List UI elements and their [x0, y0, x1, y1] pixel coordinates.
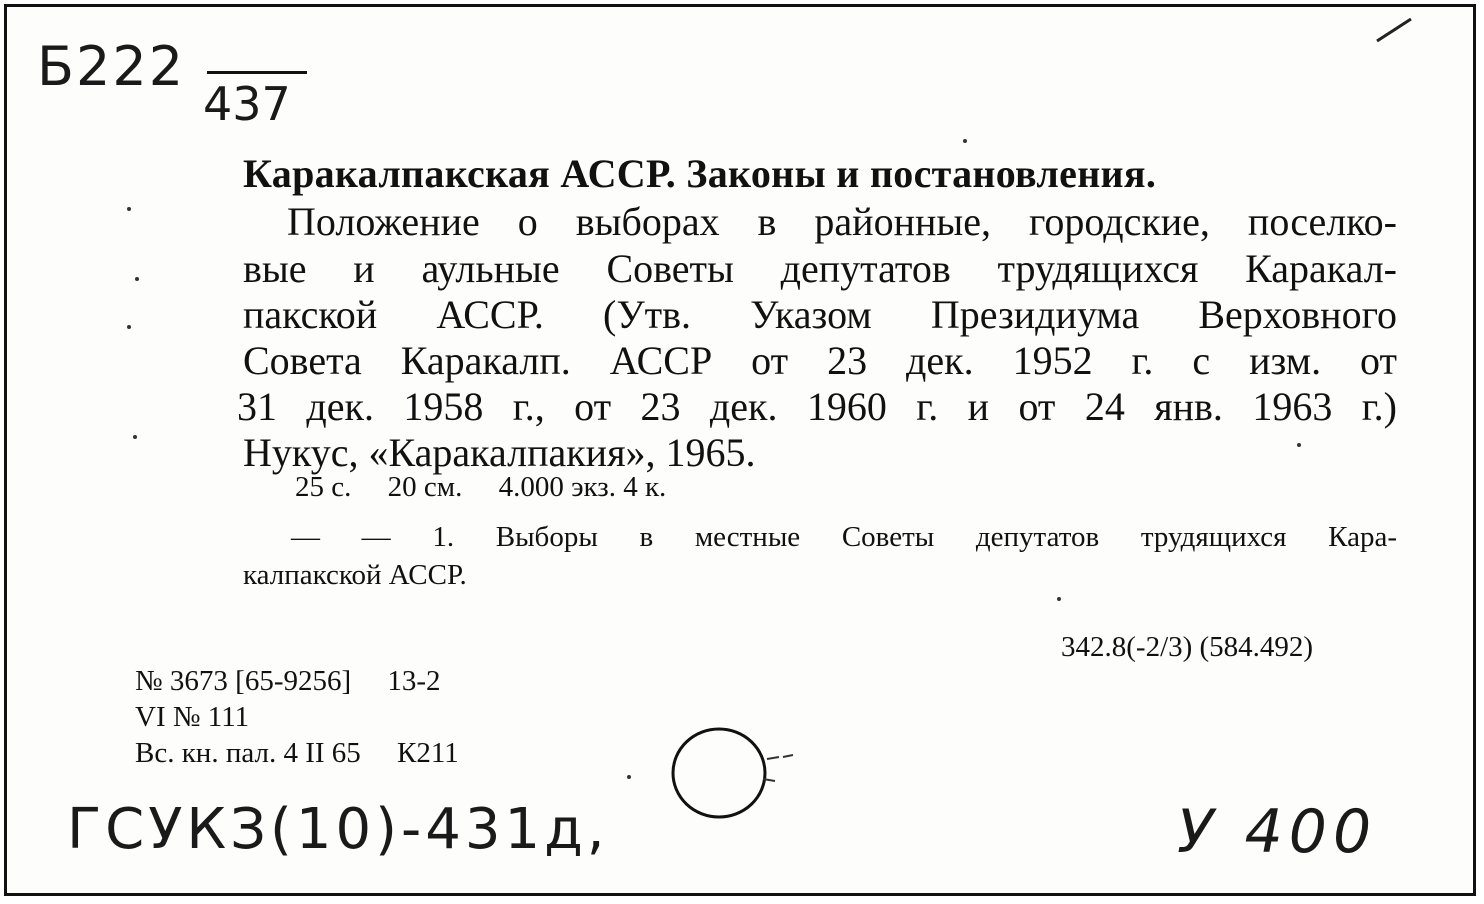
description-line-6: Нукус, «Каракалпакия», 1965.: [243, 430, 756, 475]
handwritten-note-right: У 400: [1177, 797, 1378, 867]
subject-line-2: калпакской АССР.: [243, 559, 467, 591]
scan-speck: [627, 775, 631, 779]
scan-speck: [133, 435, 137, 439]
handwritten-note-left: ГСУКЗ(10)-431д,: [67, 797, 609, 862]
record-chamber: Вс. кн. пал. 4 II 65 К211: [135, 737, 459, 769]
description-line-2: вые и аульные Советы депутатов трудящихся Каракал-: [243, 246, 1397, 291]
scan-speck: [1297, 443, 1301, 447]
catalog-card: [4, 4, 1476, 896]
card-heading: Каракалпакская АССР. Законы и постановления.: [243, 151, 1157, 196]
shelf-number: 437: [203, 77, 291, 131]
shelf-mark-rule: [207, 71, 307, 74]
shelf-mark: Б222: [37, 35, 186, 98]
subject-line-1: — — 1. Выборы в местные Советы депутатов трудящихся Кара-: [291, 521, 1397, 553]
card-punch-hole: [667, 719, 807, 829]
scan-speck: [127, 325, 131, 329]
physical-description: 25 с. 20 см. 4.000 экз. 4 к.: [295, 471, 667, 503]
scan-speck: [135, 277, 139, 281]
scan-speck: [963, 139, 967, 143]
pen-stroke-mark: [1375, 15, 1415, 45]
description-line-1: Положение о выборах в районные, городские, поселко-: [287, 199, 1397, 244]
scan-speck: [127, 207, 131, 211]
classification-code: 342.8(-2/3) (584.492): [1061, 631, 1314, 663]
description-line-3: пакской АССР. (Утв. Указом Президиума Верховного: [243, 292, 1397, 337]
record-volume: VI № 111: [135, 701, 250, 733]
scan-speck: [1057, 597, 1061, 601]
record-number: № 3673 [65-9256] 13-2: [135, 665, 441, 697]
description-line-4: Совета Каракалп. АССР от 23 дек. 1952 г. с изм. от: [243, 338, 1397, 383]
description-line-5: 31 дек. 1958 г., от 23 дек. 1960 г. и от 24 янв. 1963 г.): [237, 384, 1397, 429]
